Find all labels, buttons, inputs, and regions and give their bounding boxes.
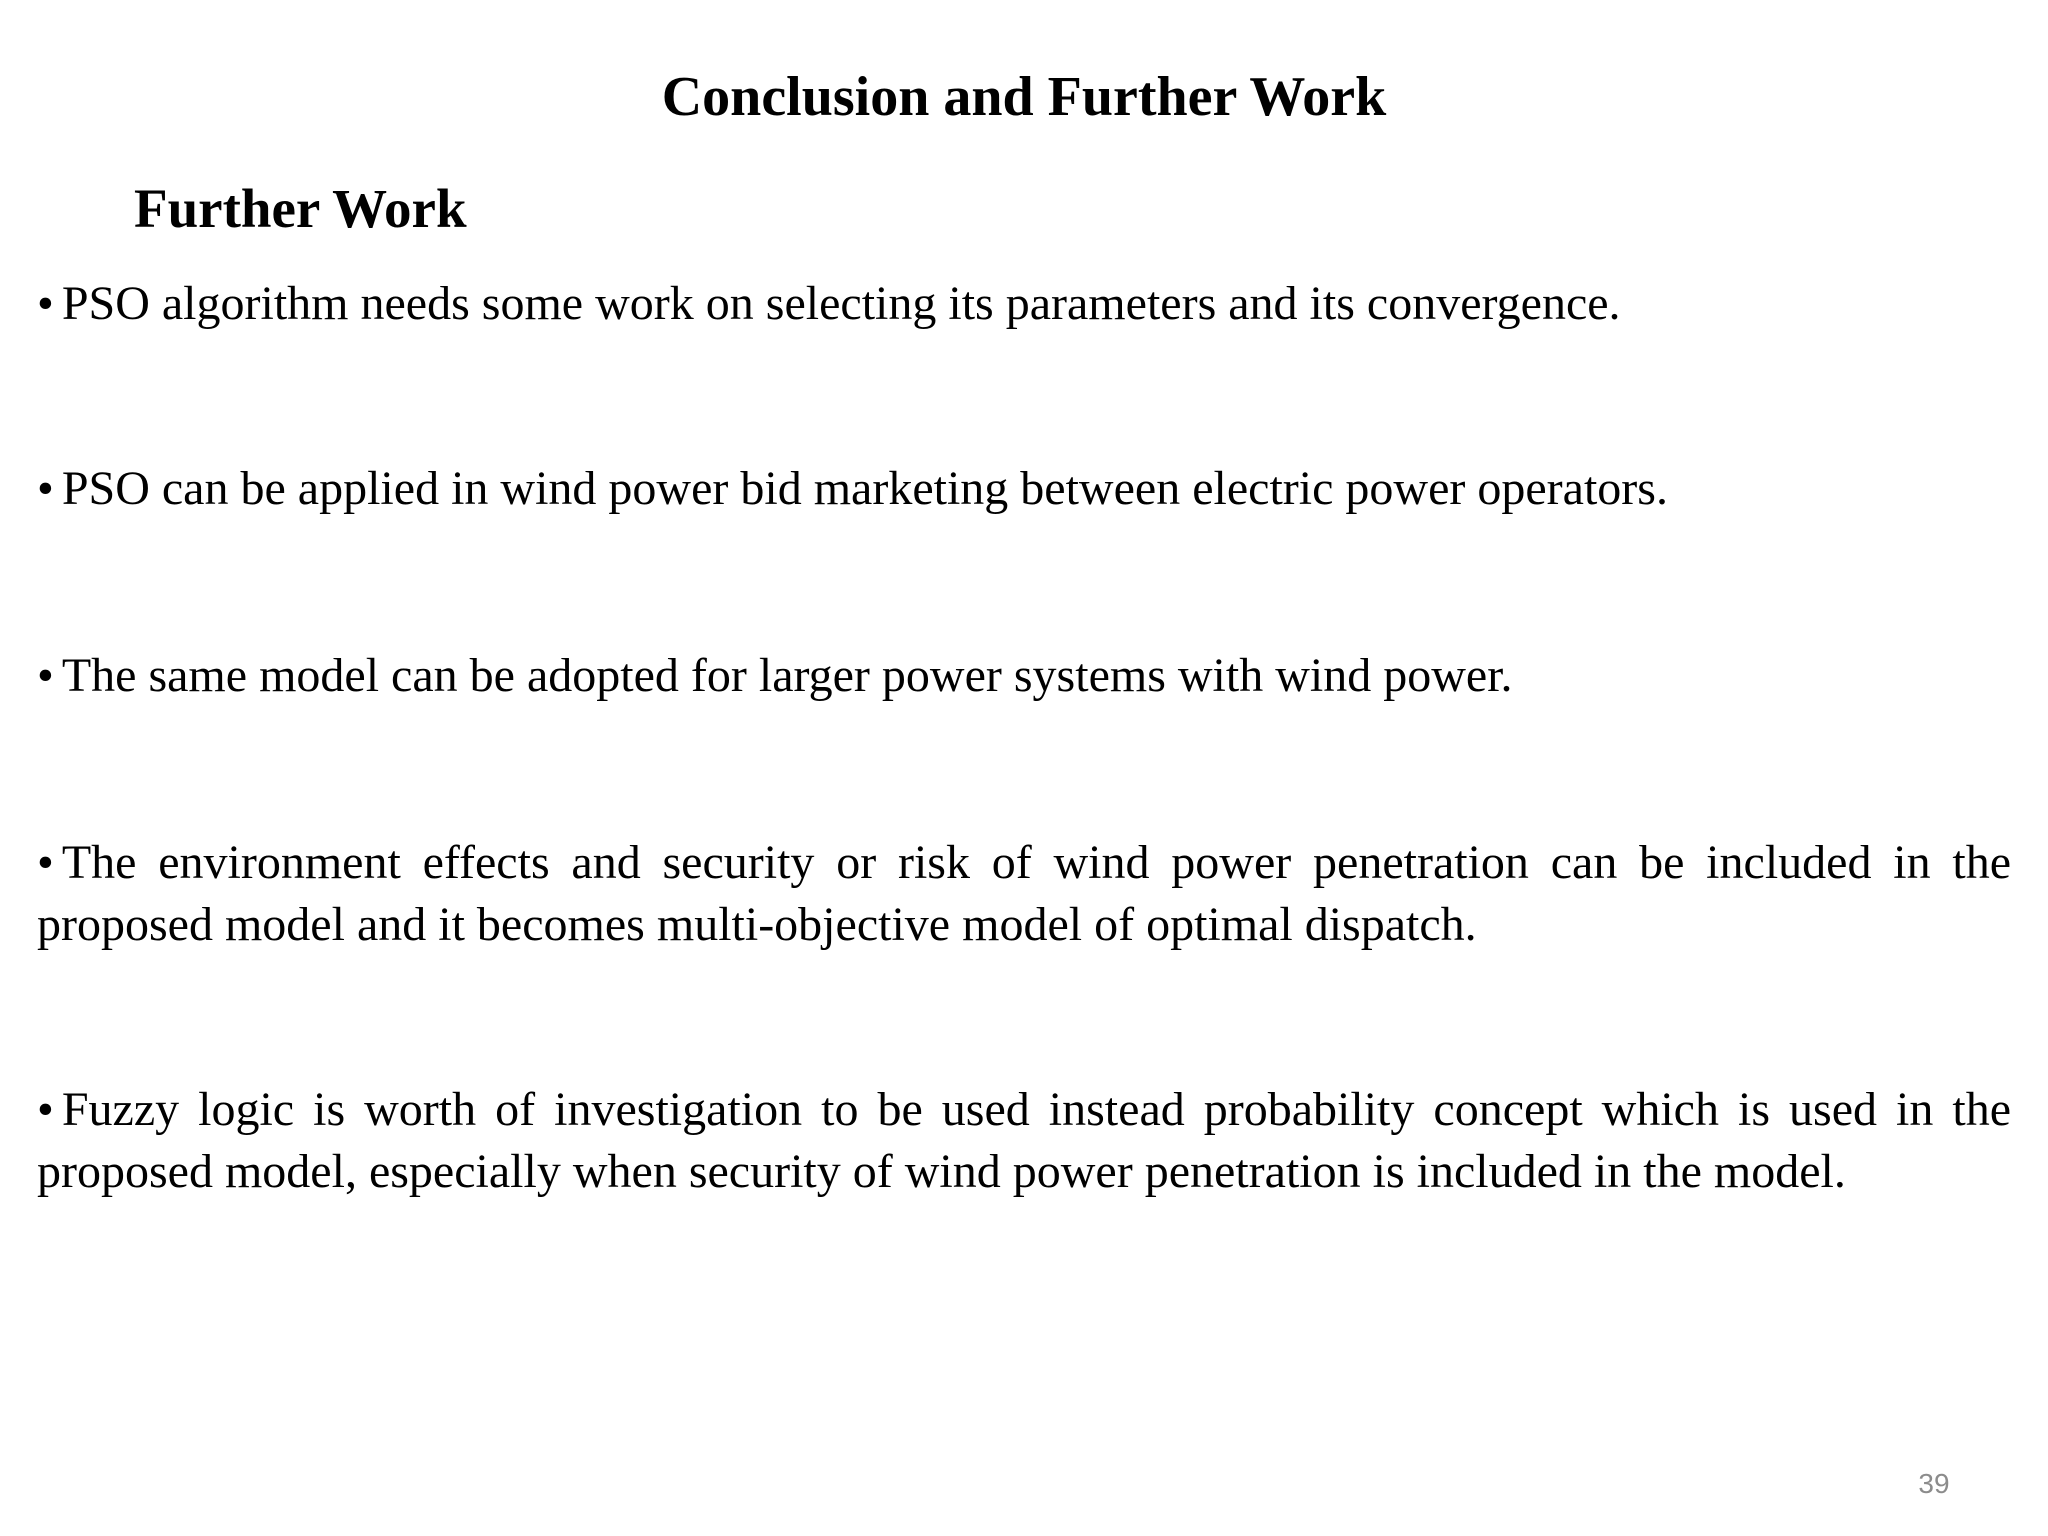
bullet-text: The same model can be adopted for larger power systems with wind power. — [61, 649, 1513, 702]
bullet-item — [37, 273, 2011, 335]
bullet-icon: • — [37, 1083, 54, 1136]
slide-title: Conclusion and Further Work — [661, 66, 1387, 128]
bullet-item — [37, 1079, 2011, 1203]
bullet-item — [37, 645, 2011, 707]
bullet-icon: • — [37, 649, 54, 702]
section-heading: Further Work — [134, 178, 467, 239]
bullet-icon: • — [37, 462, 54, 515]
bullet-icon: • — [37, 277, 54, 330]
bullet-item — [37, 832, 2011, 956]
bullet-text: The environment effects and security or risk of wind power penetration can be included in the proposed model and it becomes multi-objective model of optimal dispatch. — [37, 836, 2011, 951]
bullet-text: Fuzzy logic is worth of investigation to be used instead probability concept which is used in the proposed model, especially when security of wind power penetration is included in the model. — [37, 1083, 2011, 1198]
bullet-item — [37, 458, 2011, 520]
bullet-icon: • — [37, 836, 54, 889]
bullet-text: PSO algorithm needs some work on selecting its parameters and its convergence. — [61, 277, 1621, 330]
bullet-text: PSO can be applied in wind power bid marketing between electric power operators. — [61, 462, 1668, 515]
page-number: 39 — [1918, 1468, 1950, 1499]
